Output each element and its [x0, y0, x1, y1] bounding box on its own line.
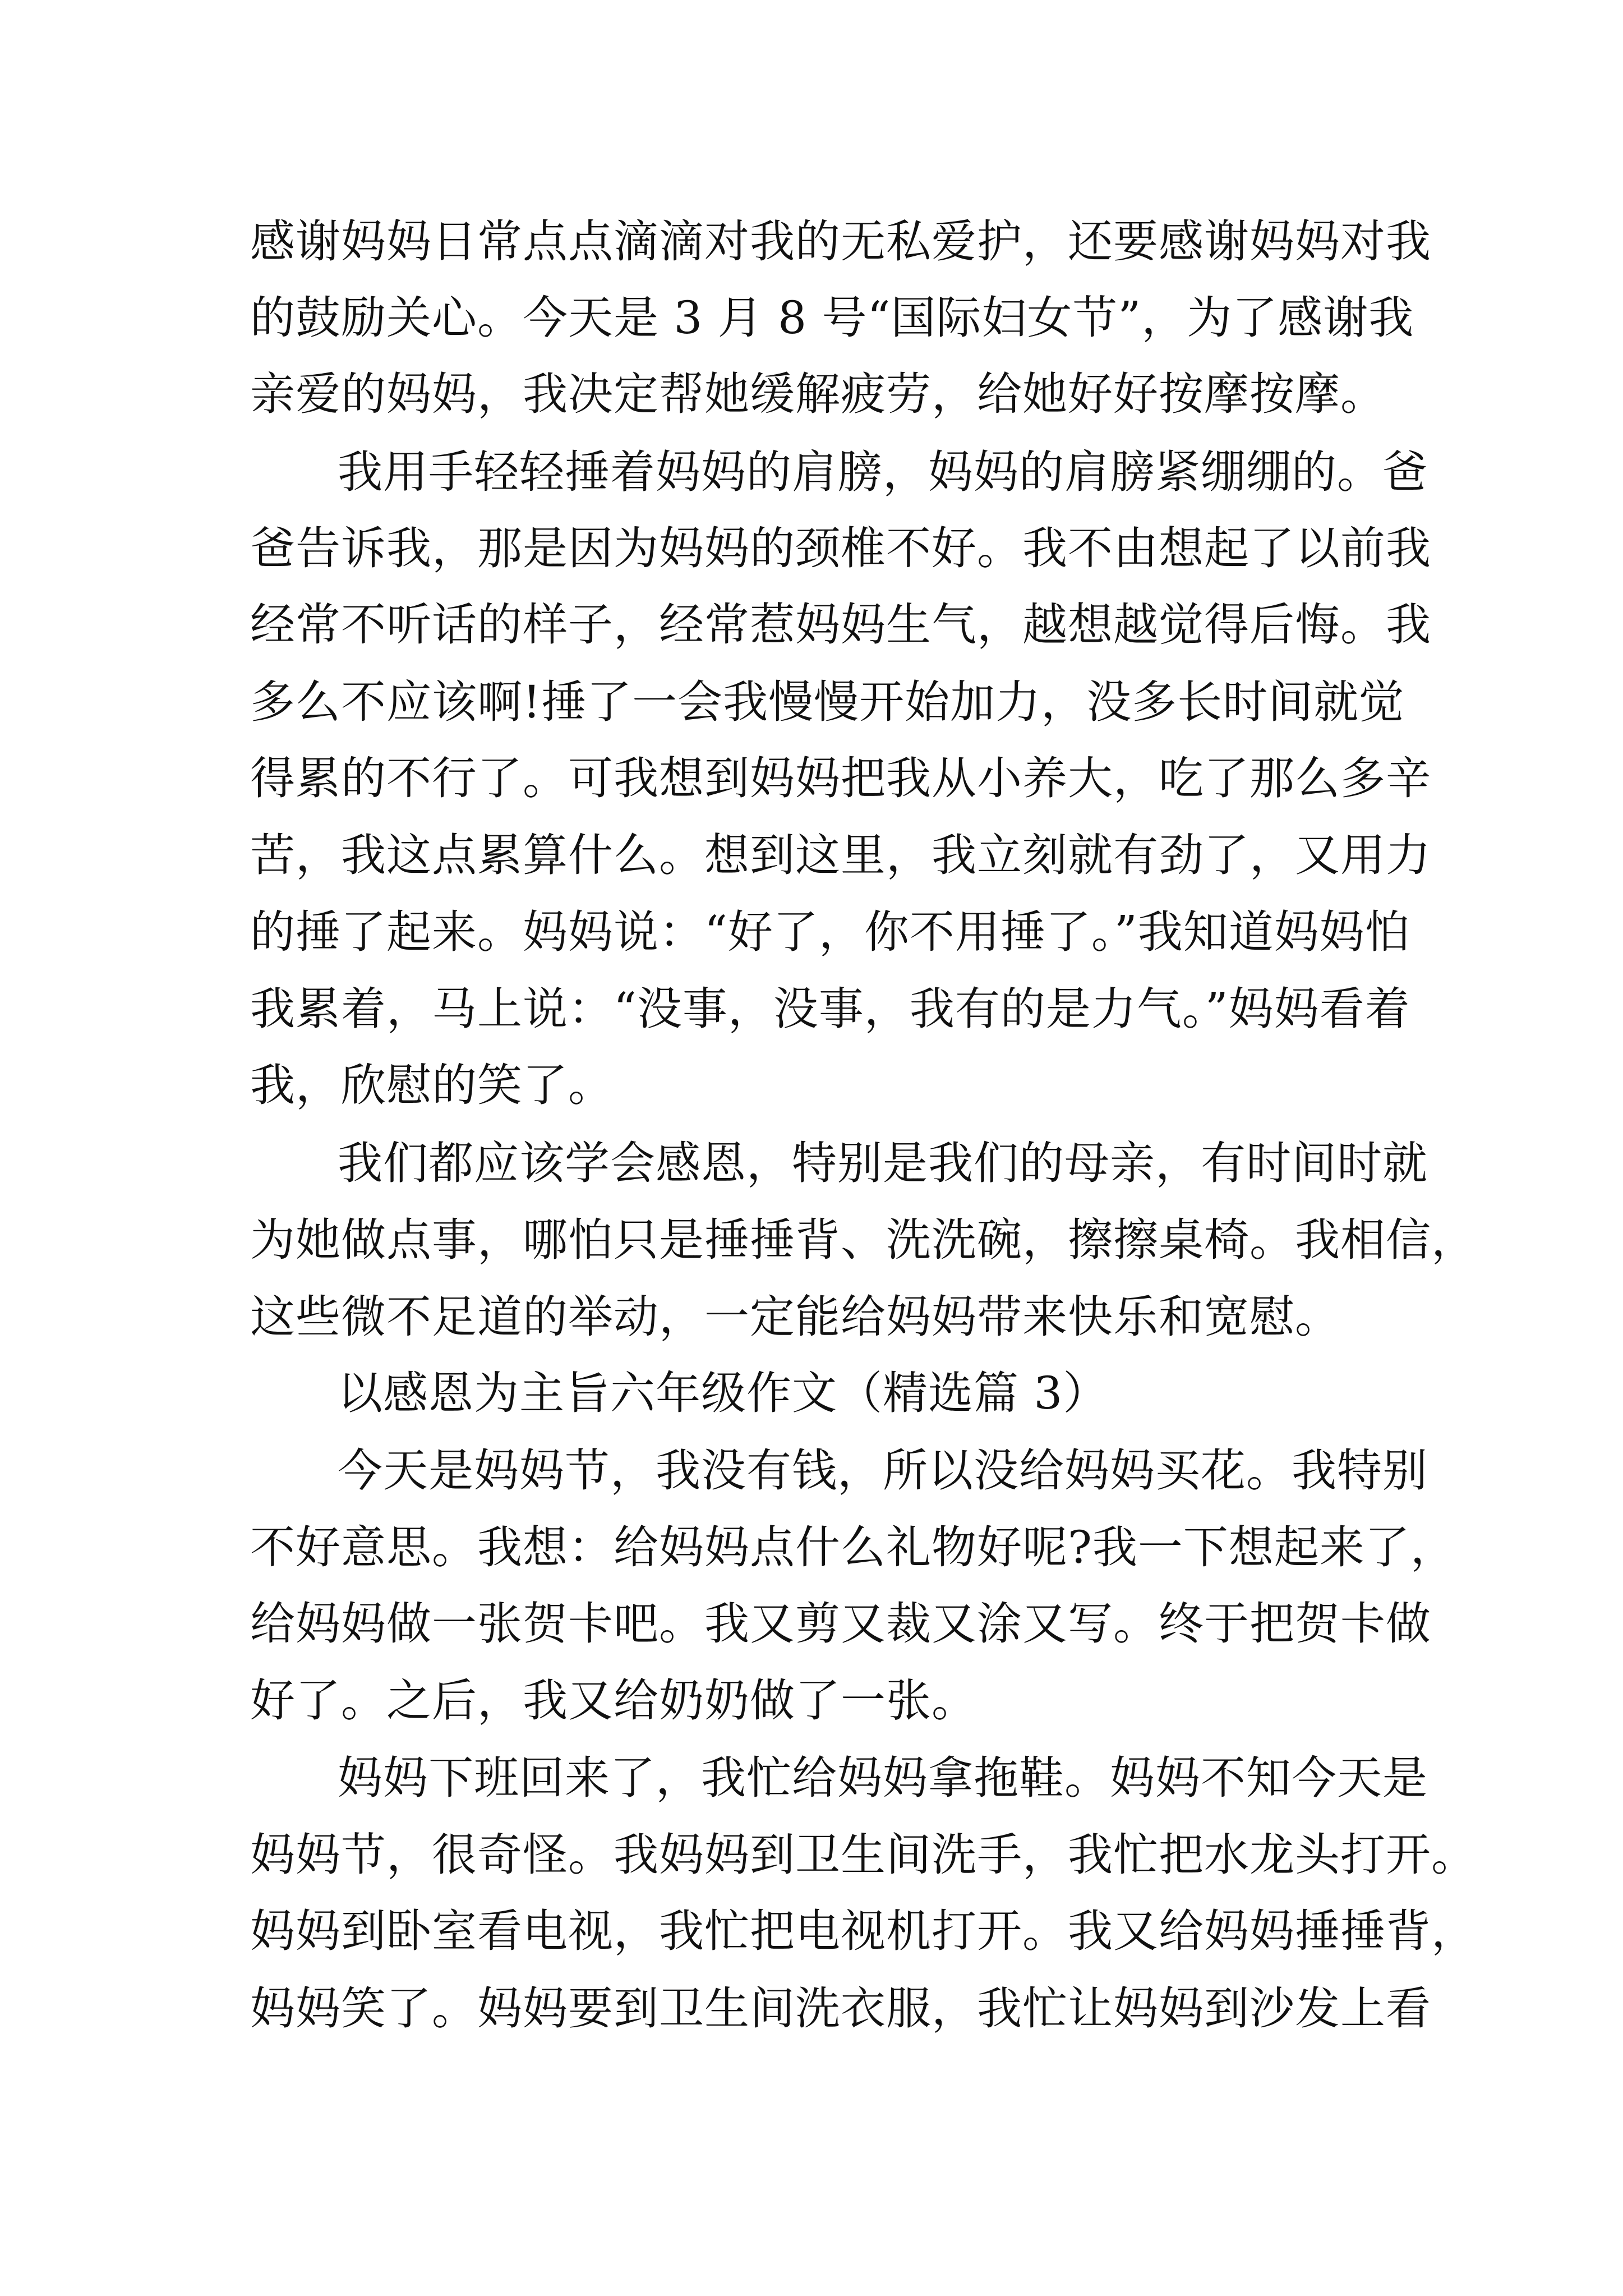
text-line: 给妈妈做一张贺卡吧。我又剪又裁又涂又写。终于把贺卡做	[250, 1598, 1431, 1650]
paragraph-first-line: 我用手轻轻捶着妈妈的肩膀，妈妈的肩膀紧绷绷的。爸	[338, 446, 1428, 498]
text-line: 的捶了起来。妈妈说：“好了，你不用捶了。”我知道妈妈怕	[250, 906, 1410, 958]
text-line: 多么不应该啊!捶了一会我慢慢开始加力，没多长时间就觉	[250, 676, 1405, 728]
text-line: 亲爱的妈妈，我决定帮她缓解疲劳，给她好好按摩按摩。	[250, 368, 1386, 420]
text-line: 妈妈到卧室看电视，我忙把电视机打开。我又给妈妈捶捶背，	[250, 1905, 1477, 1957]
text-line: 好了。之后，我又给奶奶做了一张。	[250, 1674, 977, 1727]
paragraph-first-line: 今天是妈妈节，我没有钱，所以没给妈妈买花。我特别	[338, 1444, 1428, 1497]
text-line: 妈妈节，很奇怪。我妈妈到卫生间洗手，我忙把水龙头打开。	[250, 1829, 1477, 1881]
text-line: 得累的不行了。可我想到妈妈把我从小养大，吃了那么多辛	[250, 752, 1431, 804]
paragraph-first-line: 妈妈下班回来了，我忙给妈妈拿拖鞋。妈妈不知今天是	[338, 1752, 1428, 1804]
text-line: 爸告诉我，那是因为妈妈的颈椎不好。我不由想起了以前我	[250, 522, 1431, 574]
paragraph-first-line: 我们都应该学会感恩，特别是我们的母亲，有时间时就	[338, 1137, 1428, 1189]
text-line: 我，欣慰的笑了。	[250, 1059, 614, 1111]
text-line: 我累着，马上说：“没事，没事，我有的是力气。”妈妈看着	[250, 983, 1410, 1035]
text-line: 这些微不足道的举动，一定能给妈妈带来快乐和宽慰。	[250, 1291, 1340, 1343]
text-line: 妈妈笑了。妈妈要到卫生间洗衣服，我忙让妈妈到沙发上看	[250, 1982, 1431, 2035]
text-line: 苦，我这点累算什么。想到这里，我立刻就有劲了，又用力	[250, 829, 1431, 881]
text-line: 不好意思。我想：给妈妈点什么礼物好呢?我一下想起来了，	[250, 1521, 1456, 1573]
text-line: 感谢妈妈日常点点滴滴对我的无私爱护，还要感谢妈妈对我	[250, 215, 1431, 268]
text-line: 的鼓励关心。今天是 3 月 8 号“国际妇女节”，为了感谢我	[250, 292, 1414, 344]
text-line: 经常不听话的样子，经常惹妈妈生气，越想越觉得后悔。我	[250, 599, 1431, 651]
section-heading: 以感恩为主旨六年级作文（精选篇 3）	[338, 1367, 1109, 1419]
text-line: 为她做点事，哪怕只是捶捶背、洗洗碗，擦擦桌椅。我相信，	[250, 1214, 1477, 1266]
